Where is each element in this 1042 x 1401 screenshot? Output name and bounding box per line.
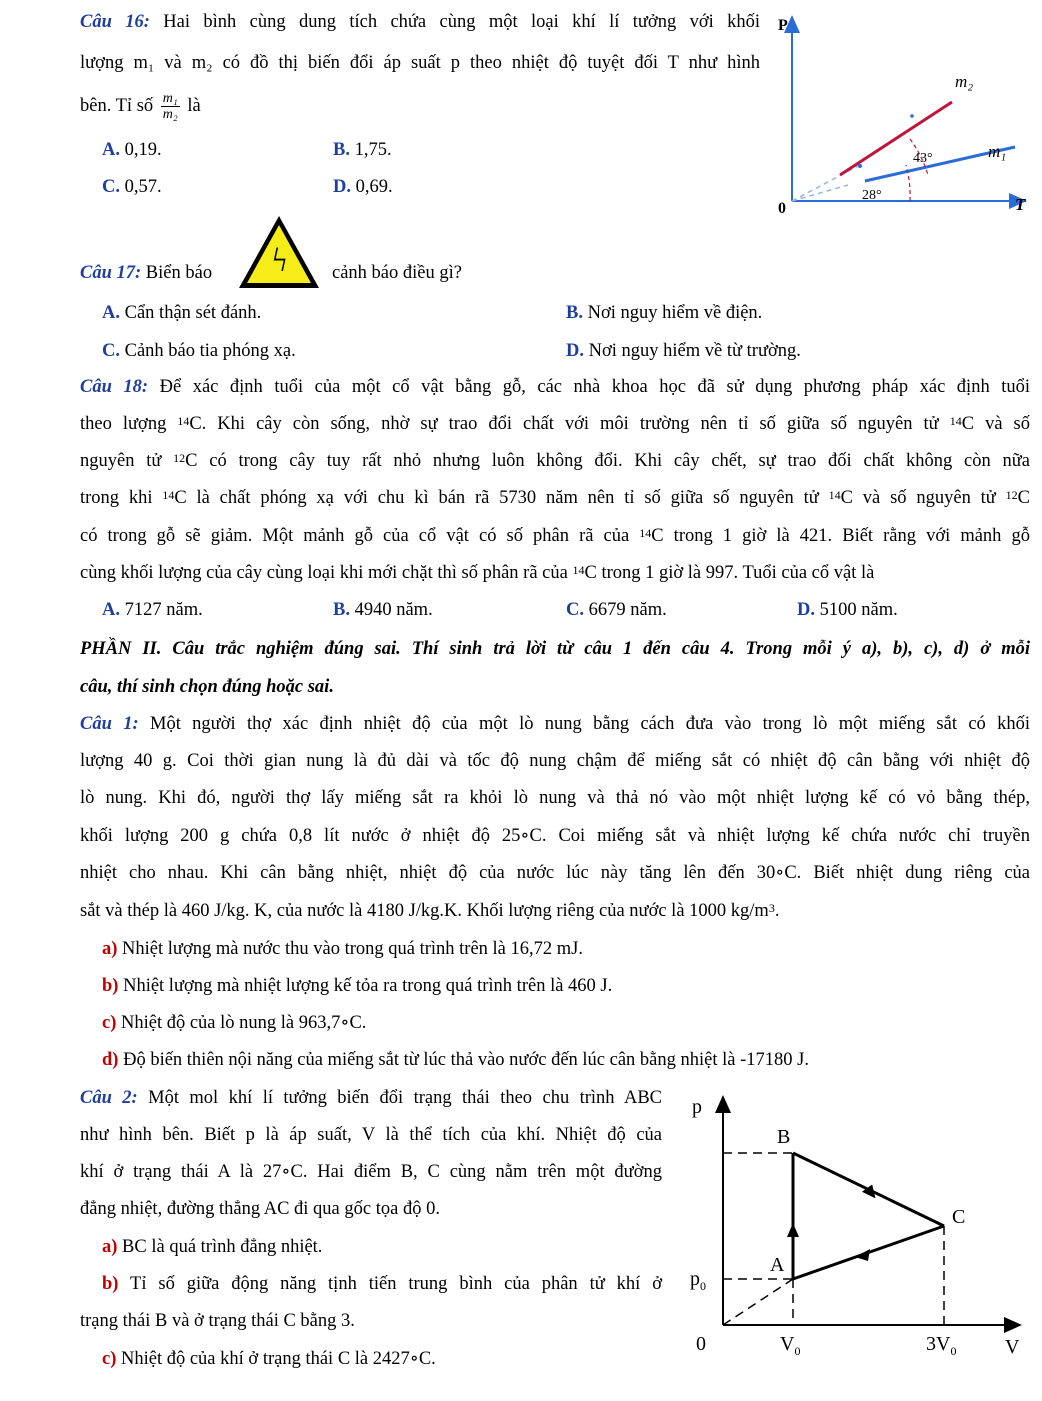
p-axis-label: P bbox=[778, 17, 788, 34]
warning-sign-icon bbox=[236, 213, 322, 291]
p2q2-pv-diagram bbox=[670, 1085, 1040, 1385]
q16-line-3 bbox=[80, 88, 201, 124]
q18-line-1: Câu 18: Để xác định tuổi của một cổ vật bằng gỗ, các nhà khoa học đã sử dụng phương pháp xác định tuổi bbox=[80, 377, 1030, 397]
v0-label: $V_0$ bbox=[780, 1333, 801, 1358]
q16-pt-graph bbox=[770, 5, 1040, 220]
point-b-label: B bbox=[777, 1126, 791, 1148]
q16-text-3b: là bbox=[187, 96, 201, 116]
fraction-denominator: m₂ bbox=[162, 107, 178, 123]
p2q2-item-c: c) Nhiệt độ của khí ở trạng thái C là 2427∘C. bbox=[102, 1349, 436, 1369]
p2q2-label: Câu 2: bbox=[80, 1088, 138, 1108]
q16-option-b: B. 1,75. bbox=[333, 140, 392, 160]
q16-label: Câu 16: bbox=[80, 12, 150, 32]
q18-line-2: theo lượng $^{14}$C. Khi cây còn sống, nhờ sự trao đổi chất với môi trường nên tỉ số giữa số nguyên tử $^{14}$C và số bbox=[80, 414, 1030, 434]
q18-label: Câu 18: bbox=[80, 377, 149, 397]
q18-option-d: D. 5100 năm. bbox=[797, 600, 898, 620]
q18-line-4: trong khi $^{14}$C là chất phóng xạ với chu kì bán rã 5730 năm nên tỉ số giữa số nguyên tử $^{14}$C và số nguyên tử $^{12}$C bbox=[80, 488, 1030, 508]
q17-label: Câu 17: bbox=[80, 263, 142, 283]
p2q1-item-a: a) Nhiệt lượng mà nước thu vào trong quá trình trên là 16,72 mJ. bbox=[102, 939, 583, 959]
p2q2-line-4: đẳng nhiệt, đường thẳng AC đi qua gốc tọa độ 0. bbox=[80, 1199, 440, 1219]
p2q1-item-b: b) Nhiệt lượng mà nhiệt lượng kế tỏa ra trong quá trình trên là 460 J. bbox=[102, 976, 613, 996]
t-axis-label: T bbox=[1015, 195, 1026, 214]
p2q2-line-3: khí ở trạng thái A là 27∘C. Hai điểm B, C cùng nằm trên một đường bbox=[80, 1162, 662, 1182]
point-c-label: C bbox=[952, 1206, 966, 1228]
p0-label: $p_0$ bbox=[690, 1268, 706, 1293]
lightning-icon: ϟ bbox=[272, 242, 288, 279]
q17-text-post: cảnh báo điều gì? bbox=[332, 263, 462, 283]
pv-origin-label: 0 bbox=[696, 1333, 706, 1355]
q16-option-c: C. 0,57. bbox=[102, 177, 162, 197]
p2q1-line-1: Câu 1: Một người thợ xác định nhiệt độ của một lò nung bằng cách đưa vào trong lò một miếng sắt có khối bbox=[80, 714, 1031, 734]
q16-text-2: lượng m₁ và m₂ có đồ thị biến đổi áp suất p theo nhiệt độ tuyệt đối T như hình bbox=[80, 53, 760, 73]
q17-line-1-post bbox=[332, 262, 462, 284]
p2q1-item-c: c) Nhiệt độ của lò nung là 963,7∘C. bbox=[102, 1013, 367, 1033]
q17-option-d: D. Nơi nguy hiểm về từ trường. bbox=[566, 341, 801, 361]
q16-line-1 bbox=[80, 11, 760, 33]
q17-option-c: C. Cảnh báo tia phóng xạ. bbox=[102, 341, 296, 361]
q16-line-2 bbox=[80, 52, 760, 74]
q17-option-a: A. Cẩn thận sét đánh. bbox=[102, 303, 262, 323]
angle-43-label: 43° bbox=[913, 151, 933, 166]
pv-v-label: V bbox=[1005, 1336, 1020, 1358]
part2-heading-2: câu, thí sinh chọn đúng hoặc sai. bbox=[80, 677, 334, 697]
angle-28-label: 28° bbox=[862, 188, 882, 203]
p2q2-item-a: a) BC là quá trình đẳng nhiệt. bbox=[102, 1237, 323, 1257]
pv-p-label: p bbox=[692, 1096, 702, 1118]
q18-line-6: cùng khối lượng của cây cùng loại khi mới chặt thì số phân rã của $^{14}$C trong 1 giờ là 997. Tuổi của cổ vật là bbox=[80, 563, 875, 583]
q18-line-5: có trong gỗ sẽ giảm. Một mảnh gỗ của cổ vật có số phân rã của $^{14}$C trong 1 giờ là 421. Biết rằng với mảnh gỗ bbox=[80, 526, 1030, 546]
fraction-numerator: m₁ bbox=[162, 91, 178, 107]
q16-text-1: Hai bình cùng dung tích chứa cùng một loại khí lí tưởng với khối bbox=[163, 12, 761, 32]
p2q1-line-6: sắt và thép là 460 J/kg. K, của nước là 4180 J/kg.K. Khối lượng riêng của nước là 1000 $kg/m^3$. bbox=[80, 901, 780, 921]
origin-label: 0 bbox=[778, 200, 786, 217]
m2-label: m₂ bbox=[955, 72, 974, 91]
p2q2-line-2: như hình bên. Biết p là áp suất, V là thể tích của khí. Nhiệt độ của bbox=[80, 1125, 662, 1145]
part2-heading-1: PHẦN II. Câu trắc nghiệm đúng sai. Thí sinh trả lời từ câu 1 đến câu 4. Trong mỗi ý a), b), c), d) ở mỗi bbox=[80, 639, 1030, 659]
p2q1-line-3: lò nung. Khi đó, người thợ lấy miếng sắt ra khỏi lò nung và thả nó vào một nhiệt lượng kế có vỏ bằng thép, bbox=[80, 788, 1030, 808]
q18-option-c: C. 6679 năm. bbox=[566, 600, 667, 620]
ratio-fraction bbox=[161, 91, 180, 122]
p2q2-item-b-cont: trạng thái B và ở trạng thái C bằng 3. bbox=[80, 1311, 355, 1331]
p2q1-line-4: khối lượng 200 g chứa 0,8 lít nước ở nhiệt độ 25∘C. Coi miếng sắt và nhiệt lượng kế chứa nước chỉ truyền bbox=[80, 826, 1030, 846]
p2q1-item-d: d) Độ biến thiên nội năng của miếng sắt từ lúc thả vào nước đến lúc cân bằng nhiệt là -17180 J. bbox=[102, 1050, 809, 1070]
q17-option-b: B. Nơi nguy hiểm về điện. bbox=[566, 303, 763, 323]
p2q2-item-b: b) Tỉ số giữa động năng tịnh tiến trung bình của phân tử khí ở bbox=[102, 1274, 662, 1294]
p2q2-line-1: Câu 2: Một mol khí lí tưởng biến đổi trạng thái theo chu trình ABC bbox=[80, 1088, 662, 1108]
q16-text-3: bên. Tỉ số bbox=[80, 96, 154, 116]
q18-line-3: nguyên tử $^{12}$C có trong cây tuy rất nhỏ nhưng luôn không đổi. Khi cây chết, sự trao đối chất không còn nữa bbox=[80, 451, 1030, 471]
q18-option-a: A. 7127 năm. bbox=[102, 600, 203, 620]
m1-label: m₁ bbox=[988, 142, 1007, 161]
p2q1-line-5: nhiệt cho nhau. Khi cân bằng nhiệt, nhiệt độ của nước lúc này tăng lên đến 30∘C. Biết nhiệt dung riêng của bbox=[80, 863, 1030, 883]
3v0-label: $3V_0$ bbox=[926, 1333, 957, 1358]
q16-option-d: D. 0,69. bbox=[333, 177, 393, 197]
p2q1-line-2: lượng 40 g. Coi thời gian nung là đủ dài và tốc độ nung chậm để miếng sắt có nhiệt độ cân bằng với nhiệt độ bbox=[80, 751, 1030, 771]
q16-option-a: A. 0,19. bbox=[102, 140, 162, 160]
q17-line-1-pre bbox=[80, 262, 212, 284]
q17-text-pre: Biển báo bbox=[145, 263, 213, 283]
p2q1-label: Câu 1: bbox=[80, 714, 139, 734]
point-a-label: A bbox=[770, 1254, 785, 1276]
q18-option-b: B. 4940 năm. bbox=[333, 600, 433, 620]
